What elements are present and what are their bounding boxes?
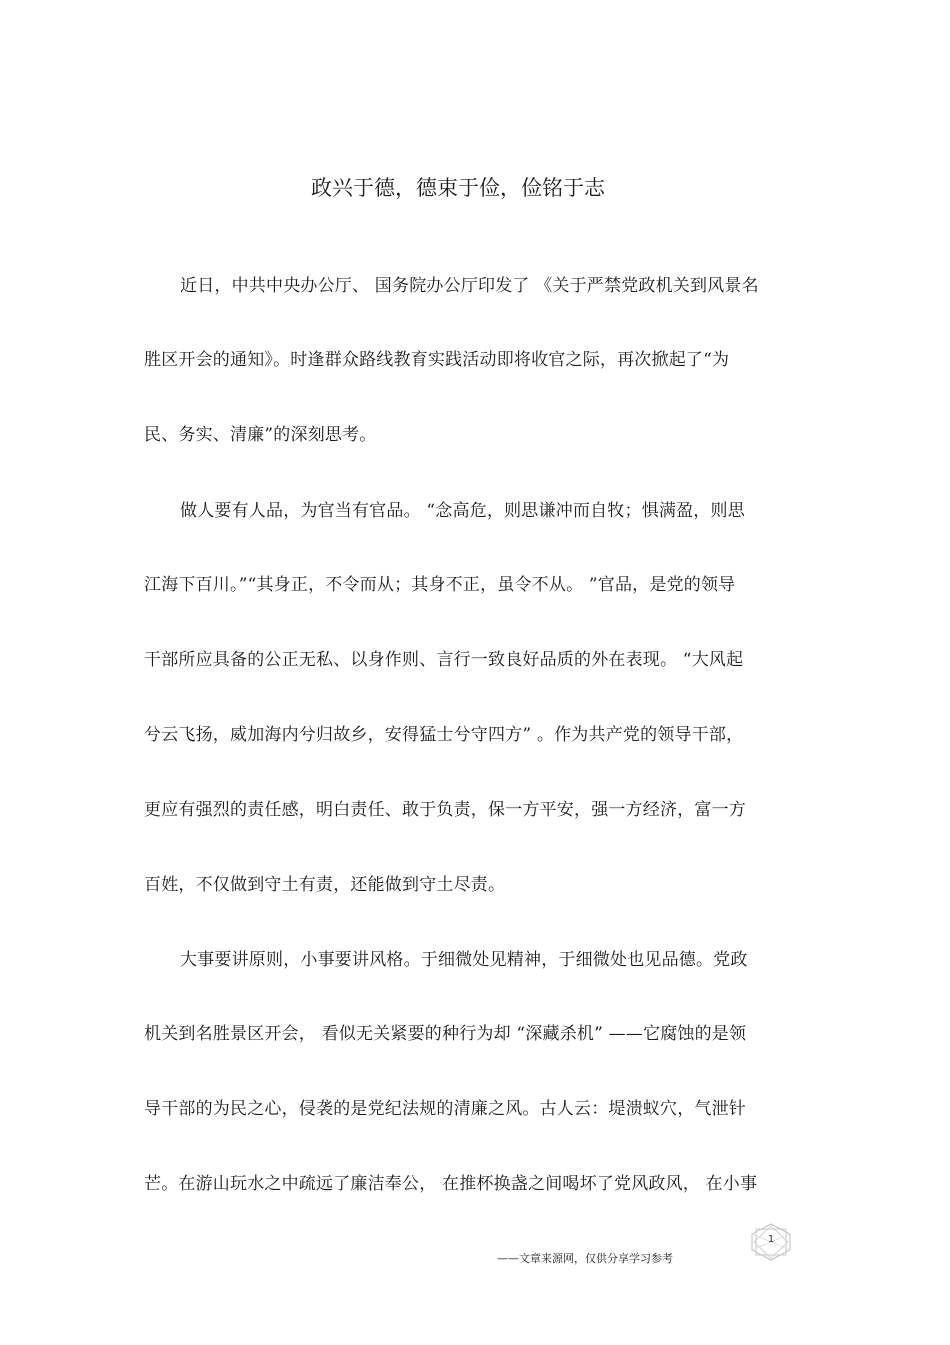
paragraph-line: 胜区开会的通知》。时逢群众路线教育实践活动即将收官之际，再次掀起了“为 [144,350,730,370]
paragraph-line: 芒。在游山玩水之中疏远了廉洁奉公， 在推杯换盏之间喝坏了党风政风， 在小事 [144,1174,758,1194]
paragraph-line: 导干部的为民之心，侵袭的是党纪法规的清廉之风。古人云：堤溃蚁穴，气泄针 [144,1099,746,1119]
document-title: 政兴于德，德束于俭，俭铭于志 [311,176,605,200]
paragraph-line: 民、务实、清廉”的深刻思考。 [144,425,377,445]
paragraph-line: 大事要讲原则，小事要讲风格。于细微处见精神，于细微处也见品德。党政 [180,950,748,970]
page-number-badge [748,1222,794,1262]
paragraph-line: 江海下百川。”“其身正，不令而从；其身不正，虽令不从。 ”官品，是党的领导 [144,575,736,595]
paragraph-line: 百姓，不仅做到守土有责，还能做到守土尽责。 [144,875,506,895]
source-note: ——文章来源网，仅供分享学习参考 [497,1252,673,1265]
paragraph-line: 更应有强烈的责任感，明白责任、敢于负责，保一方平安，强一方经济，富一方 [144,800,746,820]
paragraph-line: 近日，中共中央办公厅、 国务院办公厅印发了 《关于严禁党政机关到风景名 [180,276,759,296]
paragraph-line: 兮云飞扬，威加海内兮归故乡，安得猛士兮守四方” 。作为共产党的领导干部， [144,725,744,745]
paragraph-line: 干部所应具备的公正无私、以身作则、言行一致良好品质的外在表现。 “大风起 [144,650,744,670]
paragraph-line: 做人要有人品，为官当有官品。 “念高危，则思谦冲而自牧；惧满盈，则思 [180,501,745,521]
paragraph-line: 机关到名胜景区开会， 看似无关紧要的种行为却 “深藏杀机” ——它腐蚀的是领 [144,1024,747,1044]
page-number: 1 [767,1234,775,1245]
